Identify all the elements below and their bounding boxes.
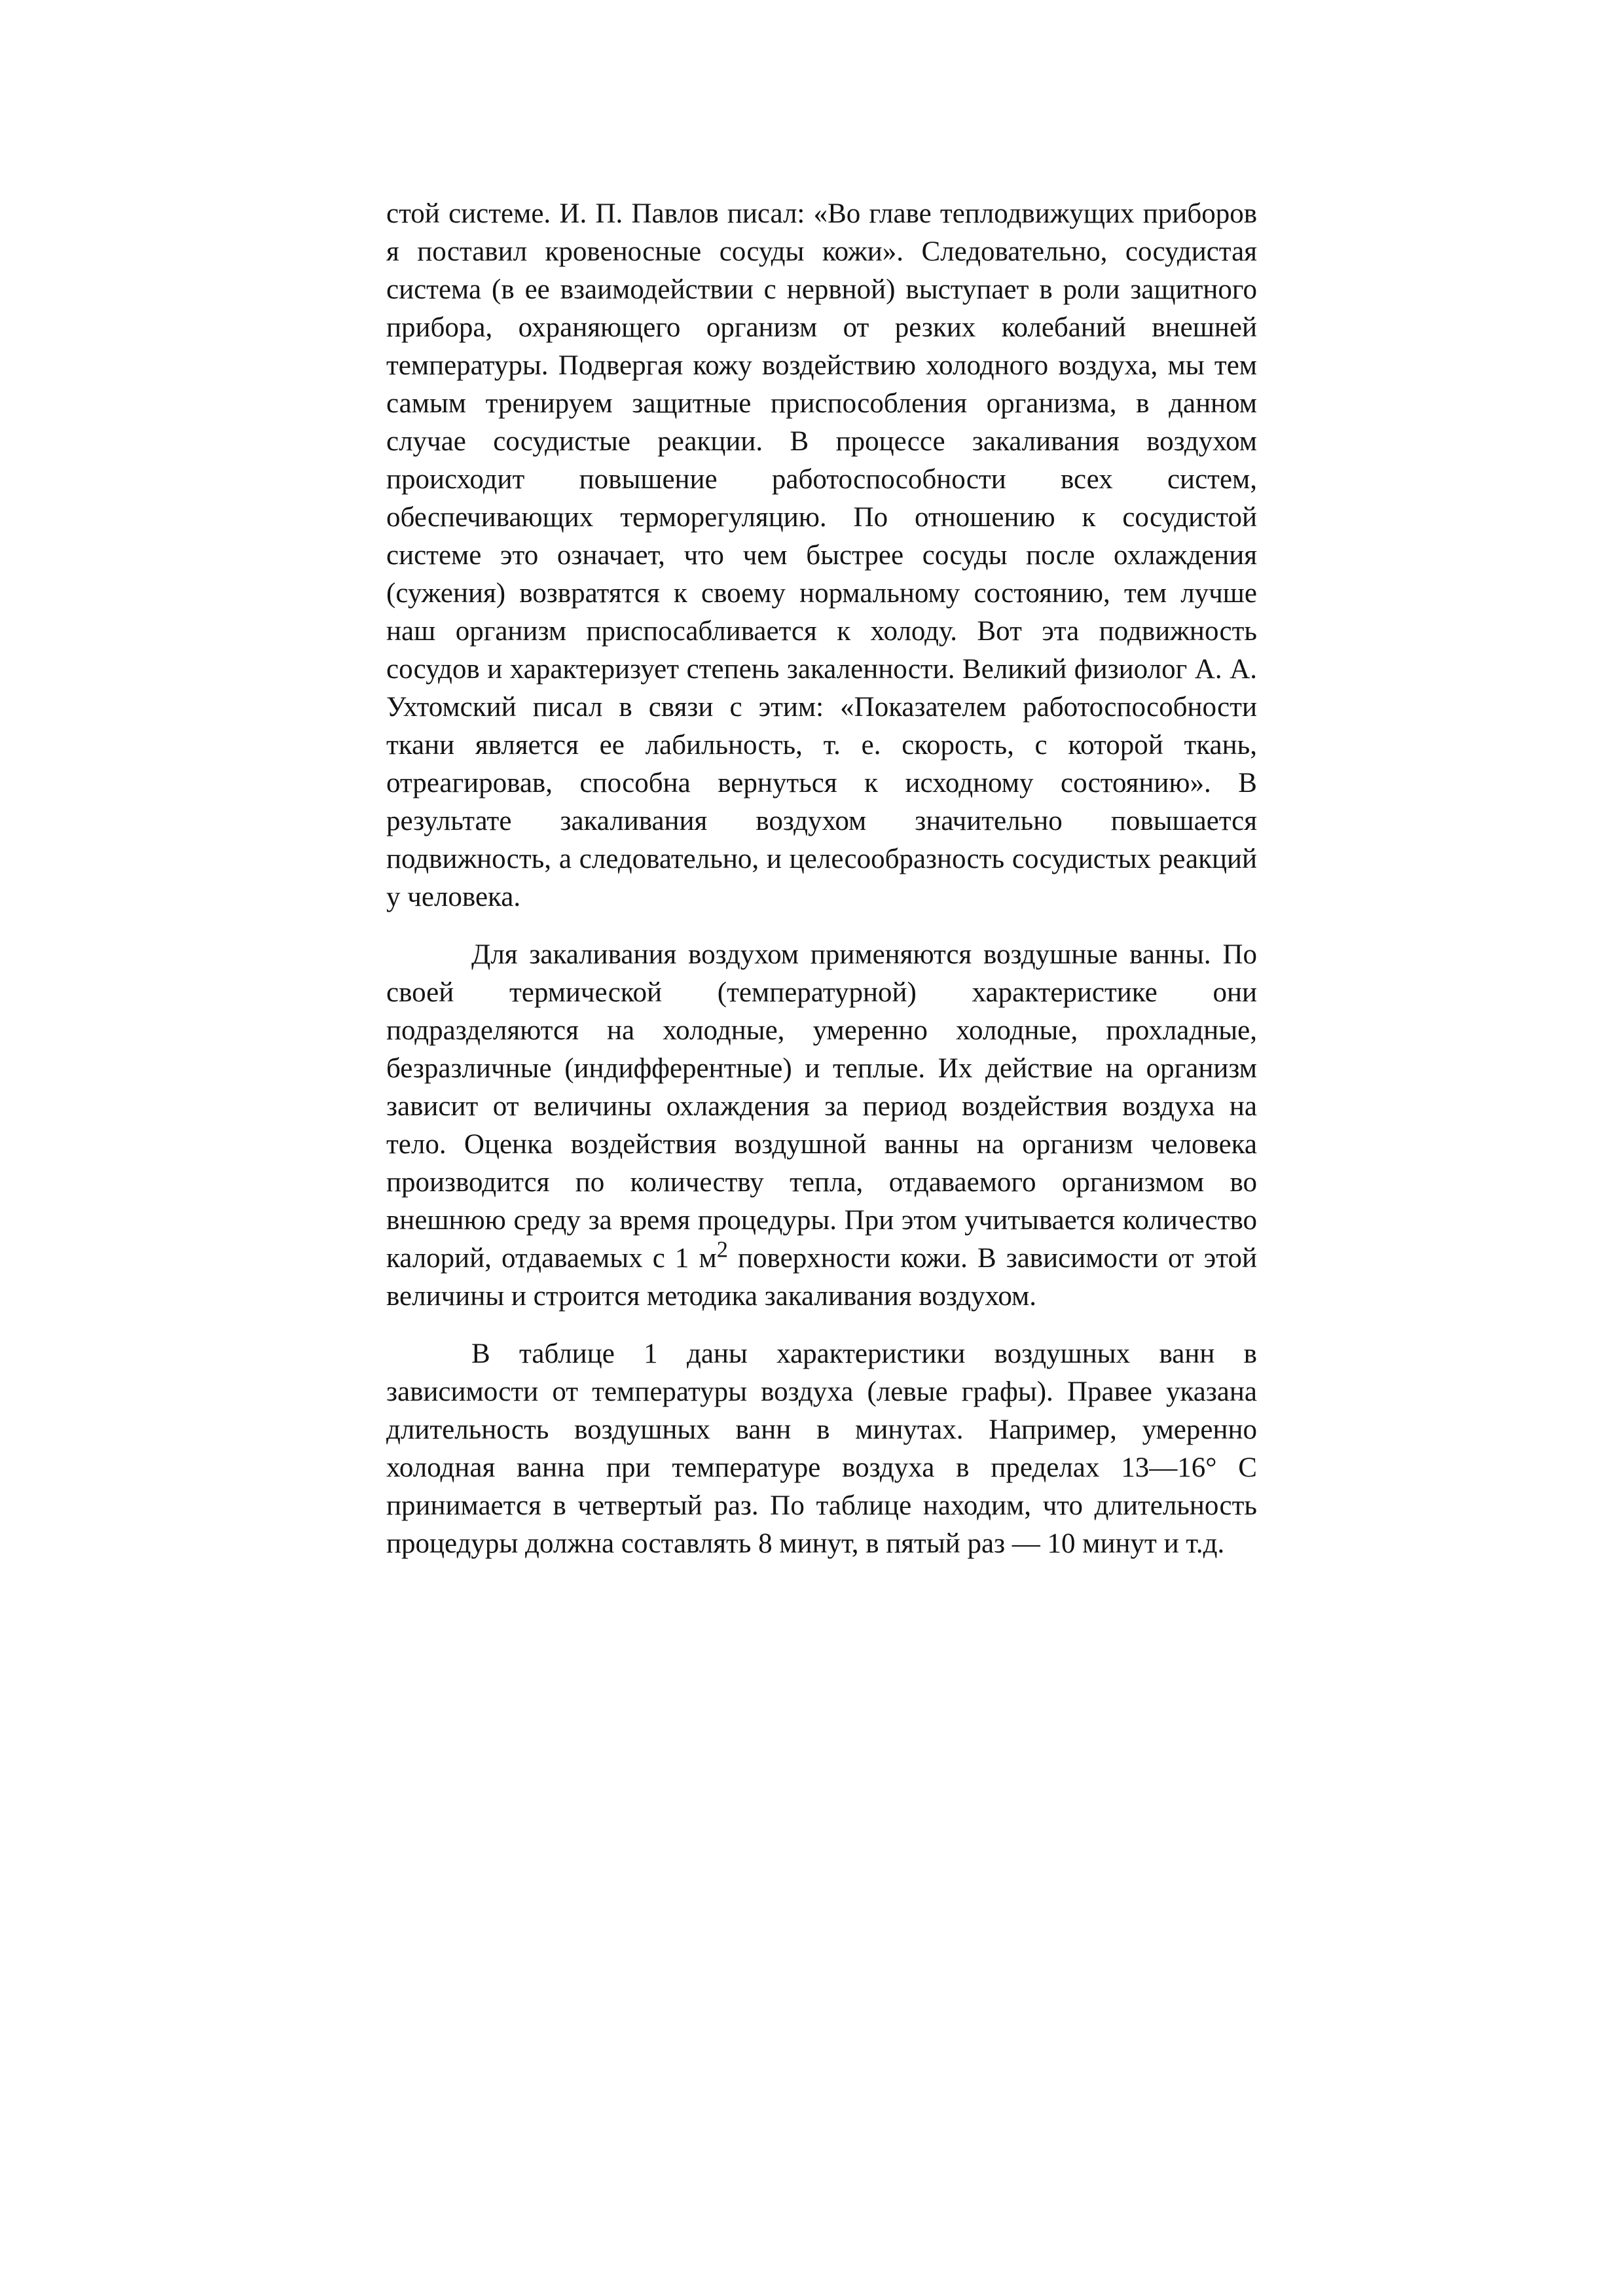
paragraph-table-reference: В таблице 1 даны характеристики воздушных ванн в зависимости от температуры воздуха (левые графы). Правее указана длительность воздушных ванн в минутах. Например, умеренно холодная ванна при температуре воздуха в пределах 13—16° С принимается в четвертый раз. По таблице находим, что длительность процедуры должна составлять 8 минут, в пятый раз — 10 минут и т.д. [386,1338,1257,1559]
body-text [386,195,1257,1563]
square-exponent: 2 [716,1237,728,1263]
paragraph-air-baths-text: Для закаливания воздухом применяются воздушные ванны. По своей термической (температурной) характеристике они подразделяются на холодные, умеренно холодные, прохладные, безразличные (индифферентные) и теплые. Их действие на организм зависит от величины охлаждения за период воздействия воздуха на тело. Оценка воздействия воздушной ванны на организм человека производится по количеству тепла, отдаваемого организмом во внешнюю среду за время процедуры. При этом учитывается количество калорий, отдаваемых с 1 м [386,939,1257,1274]
paragraph-air-baths [386,936,1257,1316]
paragraph-air-baths-text-end: поверхности кожи. В зависимости от этой величины и строится методика закаливания воздухом. [386,1243,1257,1312]
paragraph-vascular-system: стой системе. И. П. Павлов писал: «Во главе теплодвижущих приборов я поставил кровеносные сосуды кожи». Следовательно, сосудистая система (в ее взаимодействии с нервной) выступает в роли защитного прибора, охраняющего организм от резких колебаний внешней температуры. Подвергая кожу воздействию холодного воздуха, мы тем самым тренируем защитные приспособления организма, в данном случае сосудистые реакции. В процессе закаливания воздухом происходит повышение работоспособности всех систем, обеспечивающих терморегуляцию. По отношению к сосудистой системе это означает, что чем быстрее сосуды после охлаждения (сужения) возвратятся к своему нормальному состоянию, тем лучше наш организм приспосабливается к холоду. Вот эта подвижность сосудов и характеризует степень закаленности. Великий физиолог А. А. Ухтомский писал в связи с этим: «Показателем работоспособности ткани является ее лабильность, т. е. скорость, с которой ткань, отреагировав, способна вернуться к исходному состоянию». В результате закаливания воздухом значительно повышается подвижность, а следовательно, и целесообразность сосудистых реакций у человека. [386,198,1257,912]
